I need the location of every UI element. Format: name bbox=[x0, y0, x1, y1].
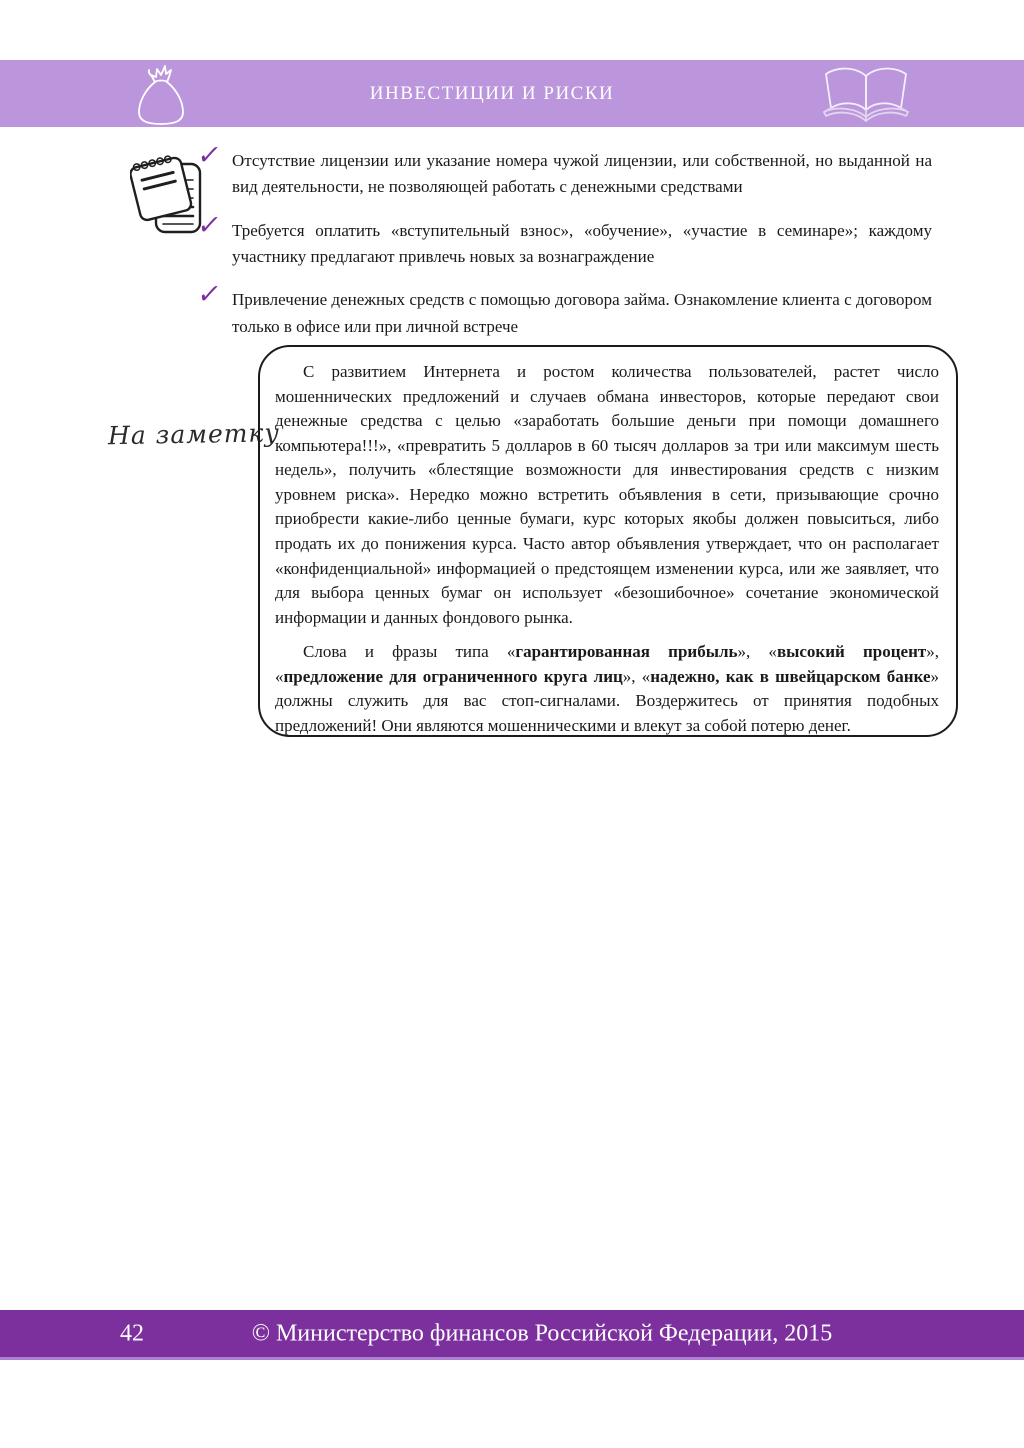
list-item bbox=[195, 279, 932, 340]
checkmark-icon: ✓ bbox=[195, 140, 224, 171]
open-book-icon bbox=[816, 62, 916, 126]
checkmark-icon: ✓ bbox=[195, 279, 224, 311]
checkmark-icon: ✓ bbox=[195, 209, 224, 241]
list-item bbox=[195, 140, 932, 201]
note-paragraph-1: С развитием Интернета и ростом количества пользователей, растет число мошеннических предложений и случаев обмана инвесторов, которые передают свои денежные средства с целью «заработать большие деньги при помощи домашнего компьютера!!!», «превратить 5 долларов в 60 тысяч долларов за три или максимум шесть недель», получить «блестящие возможности для инвестирования средств с низким уровнем риска». Нередко можно встретить объявления в сети, призывающие срочно приобрести какие-либо ценные бумаги, курс которых якобы должен повыситься, либо продать их до понижения курса. Часто автор объявления утверждает, что он располагает «конфиденциальной» информацией о предстоящем изменении курса, или же заявляет, что для выбора ценных бумаг он использует «безошибочное» сочетание экономической информации и данных фондового рынка. bbox=[275, 362, 939, 627]
page-footer bbox=[0, 1310, 1024, 1360]
list-item-text: Отсутствие лицензии или указание номера чужой лицензии, или собственной, но выданной на вид деятельности, не позволяющей работать с денежными средствами bbox=[232, 151, 932, 197]
list-item-text: Требуется оплатить «вступительный взнос», «обучение», «участие в семинаре»; каждому участнику предлагают привлечь новых за вознаграждение bbox=[232, 220, 932, 267]
note-paragraph-2: Слова и фразы типа «гарантированная прибыль», «высокий процент», «предложение для ограниченного круга лиц», «надежно, как в швейцарском банке» должны служить для вас стоп-сигналами. Воздержитесь от принятия подобных предложений! Они являются мошенническими и влекут за собой потерю денег. bbox=[275, 642, 940, 735]
list-item bbox=[195, 209, 932, 271]
note-label: На заметку bbox=[107, 418, 281, 451]
list-item-text: Привлечение денежных средств с помощью договора займа. Ознакомление клиента с договором только в офисе или при личной встрече bbox=[232, 290, 932, 336]
page-title: ИНВЕСТИЦИИ И РИСКИ bbox=[369, 82, 615, 104]
page-header bbox=[0, 60, 1024, 127]
copyright-text: © Министерство финансов Российской Федерации, 2015 bbox=[251, 1320, 833, 1346]
note-box bbox=[258, 345, 958, 737]
page-number: 42 bbox=[120, 1320, 144, 1346]
warning-list bbox=[195, 140, 932, 357]
